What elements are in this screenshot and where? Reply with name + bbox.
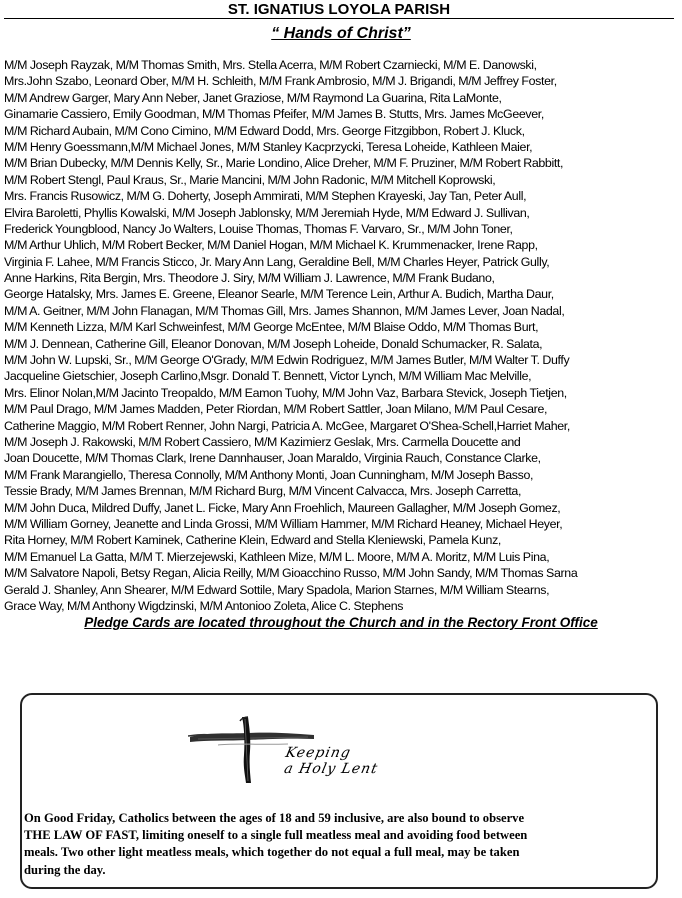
names-line: Rita Horney, M/M Robert Kaminek, Catherine Klein, Edward and Stella Kleniewski, Pamela Kunz, bbox=[4, 533, 502, 548]
holy-lent-title-line: Keeping bbox=[284, 745, 353, 761]
names-line: M/M Salvatore Napoli, Betsy Regan, Alicia Reilly, M/M Gioacchino Russo, M/M John Sandy, M/M Thomas Sarna bbox=[4, 566, 578, 581]
pledge-note-text: Pledge Cards are located throughout the Church and in the Rectory Front Office bbox=[84, 615, 598, 630]
names-line: M/M Arthur Uhlich, M/M Robert Becker, M/M Daniel Hogan, M/M Michael K. Krummenacker, Irene Rapp, bbox=[4, 238, 538, 253]
names-line: M/M Emanuel La Gatta, M/M T. Mierzejewski, Kathleen Mize, M/M L. Moore, M/M A. Moritz, M/M Luis Pina, bbox=[4, 549, 550, 564]
names-line: M/M John W. Lupski, Sr., M/M George O'Grady, M/M Edwin Rodriguez, M/M James Butler, M/M Walter T. Duffy bbox=[4, 353, 570, 368]
pledge-note bbox=[0, 614, 682, 632]
names-line: George Hatalsky, Mrs. James E. Greene, Eleanor Searle, M/M Terence Lein, Arthur A. Budich, Martha Daur, bbox=[4, 287, 554, 302]
names-line: M/M Joseph Rayzak, M/M Thomas Smith, Mrs. Stella Acerra, M/M Robert Czarniecki, M/M E. Danowski, bbox=[4, 58, 537, 72]
names-line: M/M Henry Goessmann,M/M Michael Jones, M/M Stanley Kacprzycki, Teresa Loheide, Kathleen Maier, bbox=[4, 139, 533, 154]
names-line: M/M Frank Marangiello, Theresa Connolly, M/M Anthony Monti, Joan Cunningham, M/M Joseph Basso, bbox=[4, 467, 534, 482]
fast-text-line: meals. Two other light meatless meals, which together do not equal a full meal, may be taken bbox=[24, 845, 520, 860]
names-line: Grace Way, M/M Anthony Wigdzinski, M/M Antonioo Zoleta, Alice C. Stephens bbox=[4, 598, 404, 613]
names-line: M/M William Gorney, Jeanette and Linda Grossi, M/M William Hammer, M/M Richard Heaney, Michael Heyer, bbox=[4, 516, 563, 531]
names-line: Catherine Maggio, M/M Robert Renner, John Nargi, Patricia A. McGee, Margaret O'Shea-Schell,Harriet Maher, bbox=[4, 418, 570, 433]
donor-names-list bbox=[4, 57, 680, 614]
parish-name: ST. IGNATIUS LOYOLA PARISH bbox=[227, 1, 451, 18]
names-line: M/M Joseph J. Rakowski, M/M Robert Cassiero, M/M Kazimierz Geslak, Mrs. Carmella Doucette and bbox=[4, 434, 521, 449]
names-line: Frederick Youngblood, Nancy Jo Walters, Louise Thomas, Thomas F. Varvaro, Sr., M/M John Toner, bbox=[4, 221, 513, 236]
names-line: Virginia F. Lahee, M/M Francis Sticco, Jr. Mary Ann Lang, Geraldine Bell, M/M Charles Heyer, Patrick Gully, bbox=[4, 254, 550, 269]
names-line: Mrs. Elinor Nolan,M/M Jacinto Treopaldo, M/M Eamon Tuohy, M/M John Vaz, Barbara Stevick, Joseph Tietjen, bbox=[4, 385, 567, 400]
program-title-text: “ Hands of Christ” bbox=[271, 25, 411, 42]
names-line: Jacqueline Gietschier, Joseph Carlino,Msgr. Donald T. Bennett, Victor Lynch, M/M William Mac Melville, bbox=[4, 369, 532, 384]
names-line: Gerald J. Shanley, Ann Shearer, M/M Edward Sottile, Mary Spadola, Marion Starnes, M/M William Stearns, bbox=[4, 582, 550, 597]
fast-text-line: during the day. bbox=[24, 862, 106, 877]
names-line: Ginamarie Cassiero, Emily Goodman, M/M Thomas Pfeifer, M/M James B. Stutts, Mrs. James McGeever, bbox=[4, 107, 544, 122]
names-line: M/M Paul Drago, M/M James Madden, Peter Riordan, M/M Robert Sattler, Joan Milano, M/M Paul Cesare, bbox=[4, 402, 548, 417]
program-title bbox=[0, 24, 682, 44]
names-line: M/M John Duca, Mildred Duffy, Janet L. Ficke, Mary Ann Froehlich, Maureen Gallagher, M/M Joseph Gomez, bbox=[4, 500, 561, 515]
names-line: M/M Richard Aubain, M/M Cono Cimino, M/M Edward Dodd, Mrs. George Fitzgibbon, Robert J. Kluck, bbox=[4, 123, 525, 138]
names-line: M/M Brian Dubecky, M/M Dennis Kelly, Sr., Marie Londino, Alice Dreher, M/M F. Pruziner, M/M Robert Rabbitt, bbox=[4, 156, 564, 171]
names-line: Elvira Baroletti, Phyllis Kowalski, M/M Joseph Jablonsky, M/M Jeremiah Hyde, M/M Edward J. Sullivan, bbox=[4, 205, 530, 220]
names-line: Joan Doucette, M/M Thomas Clark, Irene Dannhauser, Joan Maraldo, Virginia Rauch, Constance Clarke, bbox=[4, 451, 541, 466]
parish-name-header bbox=[4, 0, 674, 19]
holy-lent-title bbox=[281, 745, 383, 777]
names-line: M/M A. Geitner, M/M John Flanagan, M/M Thomas Gill, Mrs. James Shannon, M/M James Lever, Joan Nadal, bbox=[4, 303, 565, 318]
holy-lent-title-line: a Holy Lent bbox=[282, 761, 380, 777]
fast-text-line: On Good Friday, Catholics between the ages of 18 and 59 inclusive, are also bound to observe bbox=[24, 811, 525, 825]
names-line: Anne Harkins, Rita Bergin, Mrs. Theodore J. Siry, M/M William J. Lawrence, M/M Frank Budano, bbox=[4, 271, 495, 286]
names-line: M/M J. Dennean, Catherine Gill, Eleanor Donovan, M/M Joseph Loheide, Donald Schumacker, R. Salata, bbox=[4, 336, 543, 351]
law-of-fast-text bbox=[24, 810, 654, 879]
names-line: M/M Robert Stengl, Paul Kraus, Sr., Marie Mancini, M/M John Radonic, M/M Mitchell Koprowski, bbox=[4, 172, 496, 187]
names-line: M/M Andrew Garger, Mary Ann Neber, Janet Graziose, M/M Raymond La Guarina, Rita LaMonte, bbox=[4, 90, 502, 105]
names-line: Mrs.John Szabo, Leonard Ober, M/M H. Schleith, M/M Frank Ambrosio, M/M J. Brigandi, M/M Jeffrey Foster, bbox=[4, 74, 557, 89]
holy-lent-box bbox=[20, 693, 658, 889]
names-line: M/M Kenneth Lizza, M/M Karl Schweinfest, M/M George McEntee, M/M Blaise Oddo, M/M Thomas Burt, bbox=[4, 320, 539, 335]
names-line: Tessie Brady, M/M James Brennan, M/M Richard Burg, M/M Vincent Calvacca, Mrs. Joseph Carretta, bbox=[4, 484, 522, 499]
names-line: Mrs. Francis Rusowicz, M/M G. Doherty, Joseph Ammirati, M/M Stephen Krayeski, Jay Tan, Peter Aull, bbox=[4, 189, 527, 204]
fast-text-line: THE LAW OF FAST, limiting oneself to a single full meatless meal and avoiding food between bbox=[24, 828, 528, 843]
